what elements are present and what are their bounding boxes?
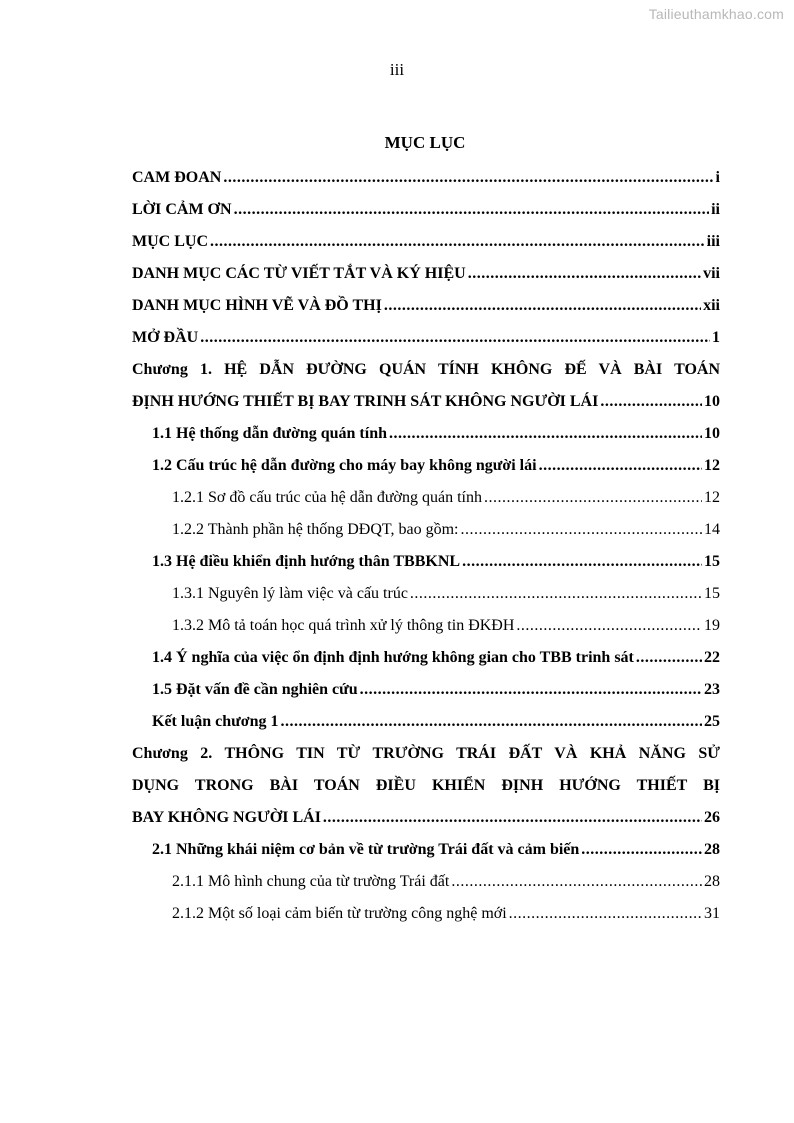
toc-entry-page: 10 — [704, 425, 720, 442]
toc-entry-chuong-1[interactable] — [132, 386, 720, 418]
toc-entry-label: Chương 2. THÔNG TIN TỪ TRƯỜNG TRÁI ĐẤT VÀ KHẢ NĂNG SỬ — [132, 745, 720, 762]
toc-entry-label: LỜI CẢM ƠN — [132, 201, 232, 218]
toc-entry-label: 1.2 Cấu trúc hệ dẫn đường cho máy bay không người lái — [152, 457, 537, 474]
toc-entry-label: 1.3.1 Nguyên lý làm việc và cấu trúc — [172, 585, 408, 602]
toc-entry-page: 1 — [712, 329, 720, 346]
toc-entry-1-3-1[interactable] — [132, 578, 720, 610]
toc-entry-label: DỤNG TRONG BÀI TOÁN ĐIỀU KHIỂN ĐỊNH HƯỚNG THIẾT BỊ — [132, 777, 720, 794]
dot-leader — [323, 809, 702, 827]
dot-leader — [200, 329, 710, 347]
dot-leader — [460, 521, 702, 539]
toc-entry-label: 1.3 Hệ điều khiển định hướng thân TBBKNL — [152, 553, 461, 570]
toc-entry-page: xii — [703, 297, 720, 314]
toc-entry-chuong-2-line-2[interactable] — [132, 770, 720, 802]
toc-entry-1-5[interactable] — [132, 674, 720, 706]
toc-entry-page: 23 — [704, 681, 720, 698]
toc-entry-label: 2.1 Những khái niệm cơ bản về từ trường Trái đất và cảm biến — [152, 841, 580, 858]
toc-entry-page: iii — [706, 233, 720, 250]
toc-entry-label: 1.2.1 Sơ đồ cấu trúc của hệ dẫn đường quán tính — [172, 489, 482, 506]
toc-entry-ket-luan-chuong-1[interactable] — [132, 706, 720, 738]
toc-entry-label: DANH MỤC CÁC TỪ VIẾT TẮT VÀ KÝ HIỆU — [132, 265, 466, 282]
dot-leader — [462, 553, 702, 571]
toc-entry-page: 22 — [704, 649, 720, 666]
dot-leader — [484, 489, 702, 507]
dot-leader — [210, 233, 705, 251]
dot-leader — [234, 201, 710, 219]
toc-entry-label: 2.1.1 Mô hình chung của từ trường Trái đất — [172, 873, 450, 890]
dot-leader — [384, 297, 701, 315]
toc-entry-label: CAM ĐOAN — [132, 169, 222, 186]
toc-entry-label: MỤC LỤC — [132, 233, 208, 250]
toc-entry-2-1-1[interactable] — [132, 866, 720, 898]
dot-leader — [539, 457, 702, 475]
dot-leader — [581, 841, 702, 859]
toc-entry-page: 25 — [704, 713, 720, 730]
toc-entry-1-1[interactable] — [132, 418, 720, 450]
toc-entry-label: DANH MỤC HÌNH VẼ VÀ ĐỒ THỊ — [132, 297, 382, 314]
toc-entry-page: 10 — [704, 393, 720, 410]
dot-leader — [636, 649, 702, 667]
toc-entry-1-3[interactable] — [132, 546, 720, 578]
toc-entry-page: 15 — [704, 585, 720, 602]
toc-entry-chuong-2-line-1[interactable] — [132, 738, 720, 770]
dot-leader — [410, 585, 702, 603]
watermark: Tailieuthamkhao.com — [648, 6, 784, 22]
toc-entry-label: Kết luận chương 1 — [152, 713, 279, 730]
toc-entry-1-2-1[interactable] — [132, 482, 720, 514]
toc-entry-page: 28 — [704, 841, 720, 858]
toc-entry-page: 26 — [704, 809, 720, 826]
toc-entry-chuong-2[interactable] — [132, 802, 720, 834]
toc-entry-mo-dau[interactable] — [132, 322, 720, 354]
toc-entry-label: Chương 1. HỆ DẪN ĐƯỜNG QUÁN TÍNH KHÔNG ĐẾ VÀ BÀI TOÁN — [132, 361, 720, 378]
toc-entry-label: 1.5 Đặt vấn đề cần nghiên cứu — [152, 681, 358, 698]
toc-entry-page: 14 — [704, 521, 720, 538]
toc-entry-label: 2.1.2 Một số loại cảm biến từ trường công nghệ mới — [172, 905, 507, 922]
toc-entry-page: 31 — [704, 905, 720, 922]
toc-entry-page: 15 — [704, 553, 720, 570]
toc-entry-danh-muc-hinh-ve[interactable] — [132, 290, 720, 322]
toc-entry-page: ii — [711, 201, 720, 218]
toc-entry-label: 1.2.2 Thành phần hệ thống DĐQT, bao gồm: — [172, 521, 459, 538]
dot-leader — [389, 425, 702, 443]
toc-entry-label: ĐỊNH HƯỚNG THIẾT BỊ BAY TRINH SÁT KHÔNG NGƯỜI LÁI — [132, 393, 599, 410]
toc-entry-page: 12 — [704, 489, 720, 506]
toc-entry-2-1[interactable] — [132, 834, 720, 866]
dot-leader — [600, 393, 702, 411]
toc-entry-danh-muc-tu-viet-tat[interactable] — [132, 258, 720, 290]
toc-entry-label: 1.4 Ý nghĩa của việc ổn định định hướng không gian cho TBB trinh sát — [152, 649, 634, 666]
toc-entry-page: 19 — [704, 617, 720, 634]
toc-entry-page: 28 — [704, 873, 720, 890]
toc-entry-chuong-1-line-1[interactable] — [132, 354, 720, 386]
toc-entry-muc-luc[interactable] — [132, 226, 720, 258]
table-of-contents — [132, 162, 720, 930]
dot-leader — [223, 169, 713, 187]
toc-entry-label: MỞ ĐẦU — [132, 329, 199, 346]
toc-entry-label: BAY KHÔNG NGƯỜI LÁI — [132, 809, 321, 826]
dot-leader — [280, 713, 702, 731]
toc-entry-label: 1.1 Hệ thống dẫn đường quán tính — [152, 425, 387, 442]
toc-title: MỤC LỤC — [384, 133, 466, 152]
toc-entry-loi-cam-on[interactable] — [132, 194, 720, 226]
dot-leader — [509, 905, 702, 923]
toc-entry-1-3-2[interactable] — [132, 610, 720, 642]
dot-leader — [451, 873, 702, 891]
toc-entry-page: 12 — [704, 457, 720, 474]
toc-entry-1-2-2[interactable] — [132, 514, 720, 546]
toc-entry-label: 1.3.2 Mô tả toán học quá trình xử lý thông tin ĐKĐH — [172, 617, 515, 634]
toc-entry-2-1-2[interactable] — [132, 898, 720, 930]
page-number: iii — [389, 60, 405, 79]
toc-entry-1-2[interactable] — [132, 450, 720, 482]
toc-entry-page: vii — [703, 265, 720, 282]
dot-leader — [468, 265, 701, 283]
dot-leader — [516, 617, 702, 635]
toc-entry-1-4[interactable] — [132, 642, 720, 674]
dot-leader — [360, 681, 702, 699]
toc-entry-page: i — [715, 169, 720, 186]
toc-entry-cam-doan[interactable] — [132, 162, 720, 194]
